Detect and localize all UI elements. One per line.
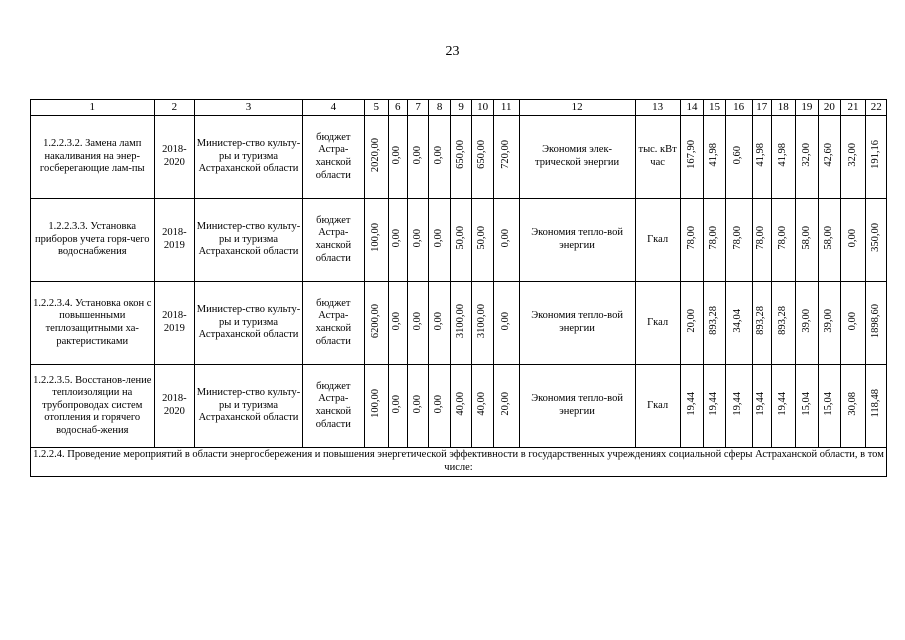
column-header-15: 15 — [704, 100, 725, 116]
table-row — [31, 282, 887, 365]
measure-effect: Экономия тепло-вой энергии — [519, 365, 635, 448]
cost-cell: 0,00 — [388, 199, 407, 282]
table-row — [31, 116, 887, 199]
cost-cell: 50,00 — [450, 199, 471, 282]
cost-cell: 0,00 — [429, 116, 450, 199]
measure-name: 1.2.2.3.4. Установка окон с повышенными теплозащитными ха-рактеристиками — [31, 282, 155, 365]
column-header-4: 4 — [302, 100, 364, 116]
cost-cell: 100,00 — [364, 199, 388, 282]
measure-name: 1.2.2.3.3. Установка приборов учета горя-чего водоснабжения — [31, 199, 155, 282]
cost-cell: 100,00 — [364, 365, 388, 448]
value-cell: 15,04 — [819, 365, 840, 448]
column-header-17: 17 — [752, 100, 771, 116]
value-cell: 78,00 — [752, 199, 771, 282]
column-header-18: 18 — [771, 100, 795, 116]
cost-cell: 0,00 — [388, 365, 407, 448]
value-cell: 78,00 — [680, 199, 704, 282]
column-header-6: 6 — [388, 100, 407, 116]
column-header-13: 13 — [635, 100, 680, 116]
cost-cell: 0,00 — [493, 282, 519, 365]
measure-name: 1.2.2.3.5. Восстанов-ление теплоизоляции на трубопроводах систем отопления и горячего водоснаб-жения — [31, 365, 155, 448]
column-header-14: 14 — [680, 100, 704, 116]
value-cell: 0,00 — [840, 199, 866, 282]
measure-executor: Министер-ство культу-ры и туризма Астраханской области — [195, 199, 302, 282]
column-header-20: 20 — [819, 100, 840, 116]
column-header-19: 19 — [795, 100, 819, 116]
column-header-8: 8 — [429, 100, 450, 116]
cost-cell: 720,00 — [493, 116, 519, 199]
cost-cell: 2020,00 — [364, 116, 388, 199]
value-cell: 78,00 — [704, 199, 725, 282]
cost-cell: 20,00 — [493, 365, 519, 448]
cost-cell: 0,00 — [407, 365, 428, 448]
column-header-2: 2 — [154, 100, 195, 116]
value-cell: 58,00 — [795, 199, 819, 282]
measure-period: 2018-2019 — [154, 282, 195, 365]
cost-cell: 650,00 — [450, 116, 471, 199]
cost-cell: 0,00 — [407, 199, 428, 282]
cost-cell: 0,00 — [388, 116, 407, 199]
value-cell: 78,00 — [771, 199, 795, 282]
measure-executor: Министер-ство культу-ры и туризма Астраханской области — [195, 116, 302, 199]
column-header-22: 22 — [866, 100, 887, 116]
measure-executor: Министер-ство культу-ры и туризма Астраханской области — [195, 282, 302, 365]
value-cell: 39,00 — [819, 282, 840, 365]
measure-effect: Экономия тепло-вой энергии — [519, 282, 635, 365]
measure-effect: Экономия тепло-вой энергии — [519, 199, 635, 282]
value-cell: 19,44 — [704, 365, 725, 448]
cost-cell: 50,00 — [472, 199, 493, 282]
value-cell: 39,00 — [795, 282, 819, 365]
table-row — [31, 199, 887, 282]
column-header-9: 9 — [450, 100, 471, 116]
value-cell: 893,28 — [704, 282, 725, 365]
value-cell: 58,00 — [819, 199, 840, 282]
value-cell: 1898,60 — [866, 282, 887, 365]
cost-cell: 40,00 — [472, 365, 493, 448]
value-cell: 893,28 — [771, 282, 795, 365]
cost-cell: 6200,00 — [364, 282, 388, 365]
cost-cell: 40,00 — [450, 365, 471, 448]
value-cell: 41,98 — [752, 116, 771, 199]
value-cell: 0,60 — [725, 116, 752, 199]
page-number: 23 — [445, 44, 460, 59]
value-cell: 350,00 — [866, 199, 887, 282]
table-row — [31, 365, 887, 448]
measure-period: 2018-2020 — [154, 365, 195, 448]
cost-cell: 0,00 — [388, 282, 407, 365]
value-cell: 30,08 — [840, 365, 866, 448]
column-header-1: 1 — [31, 100, 155, 116]
measure-effect: Экономия элек-трической энергии — [519, 116, 635, 199]
column-header-11: 11 — [493, 100, 519, 116]
value-cell: 15,04 — [795, 365, 819, 448]
cost-cell: 3100,00 — [450, 282, 471, 365]
column-header-16: 16 — [725, 100, 752, 116]
value-cell: 19,44 — [725, 365, 752, 448]
measure-executor: Министер-ство культу-ры и туризма Астраханской области — [195, 365, 302, 448]
cost-cell: 0,00 — [493, 199, 519, 282]
value-cell: 34,04 — [725, 282, 752, 365]
value-cell: 41,98 — [771, 116, 795, 199]
cost-cell: 0,00 — [407, 282, 428, 365]
measure-name: 1.2.2.3.2. Замена ламп накаливания на энер-госберегающие лам-пы — [31, 116, 155, 199]
value-cell: 78,00 — [725, 199, 752, 282]
column-header-21: 21 — [840, 100, 866, 116]
measure-source: бюджет Астра-ханской области — [302, 199, 364, 282]
section-row — [31, 448, 887, 477]
section-heading: 1.2.2.4. Проведение мероприятий в области энергосбережения и повышения энергетической эффективности в государственных учреждениях социальной сферы Астраханской области, в том числе: — [31, 448, 887, 477]
column-header-7: 7 — [407, 100, 428, 116]
measure-unit: Гкал — [635, 365, 680, 448]
value-cell: 19,44 — [680, 365, 704, 448]
value-cell: 32,00 — [840, 116, 866, 199]
value-cell: 167,90 — [680, 116, 704, 199]
column-header-10: 10 — [472, 100, 493, 116]
value-cell: 0,00 — [840, 282, 866, 365]
cost-cell: 3100,00 — [472, 282, 493, 365]
measure-period: 2018-2020 — [154, 116, 195, 199]
cost-cell: 0,00 — [429, 365, 450, 448]
measure-source: бюджет Астра-ханской области — [302, 365, 364, 448]
measure-period: 2018-2019 — [154, 199, 195, 282]
measure-unit: Гкал — [635, 199, 680, 282]
value-cell: 893,28 — [752, 282, 771, 365]
measure-unit: тыс. кВт час — [635, 116, 680, 199]
measure-source: бюджет Астра-ханской области — [302, 116, 364, 199]
cost-cell: 650,00 — [472, 116, 493, 199]
value-cell: 191,16 — [866, 116, 887, 199]
value-cell: 19,44 — [752, 365, 771, 448]
value-cell: 19,44 — [771, 365, 795, 448]
value-cell: 20,00 — [680, 282, 704, 365]
column-header-5: 5 — [364, 100, 388, 116]
column-header-3: 3 — [195, 100, 302, 116]
value-cell: 118,48 — [866, 365, 887, 448]
cost-cell: 0,00 — [407, 116, 428, 199]
measure-unit: Гкал — [635, 282, 680, 365]
value-cell: 32,00 — [795, 116, 819, 199]
measure-source: бюджет Астра-ханской области — [302, 282, 364, 365]
column-header-12: 12 — [519, 100, 635, 116]
cost-cell: 0,00 — [429, 282, 450, 365]
measures-table — [30, 99, 887, 477]
value-cell: 42,60 — [819, 116, 840, 199]
header-row — [31, 100, 887, 116]
cost-cell: 0,00 — [429, 199, 450, 282]
value-cell: 41,98 — [704, 116, 725, 199]
